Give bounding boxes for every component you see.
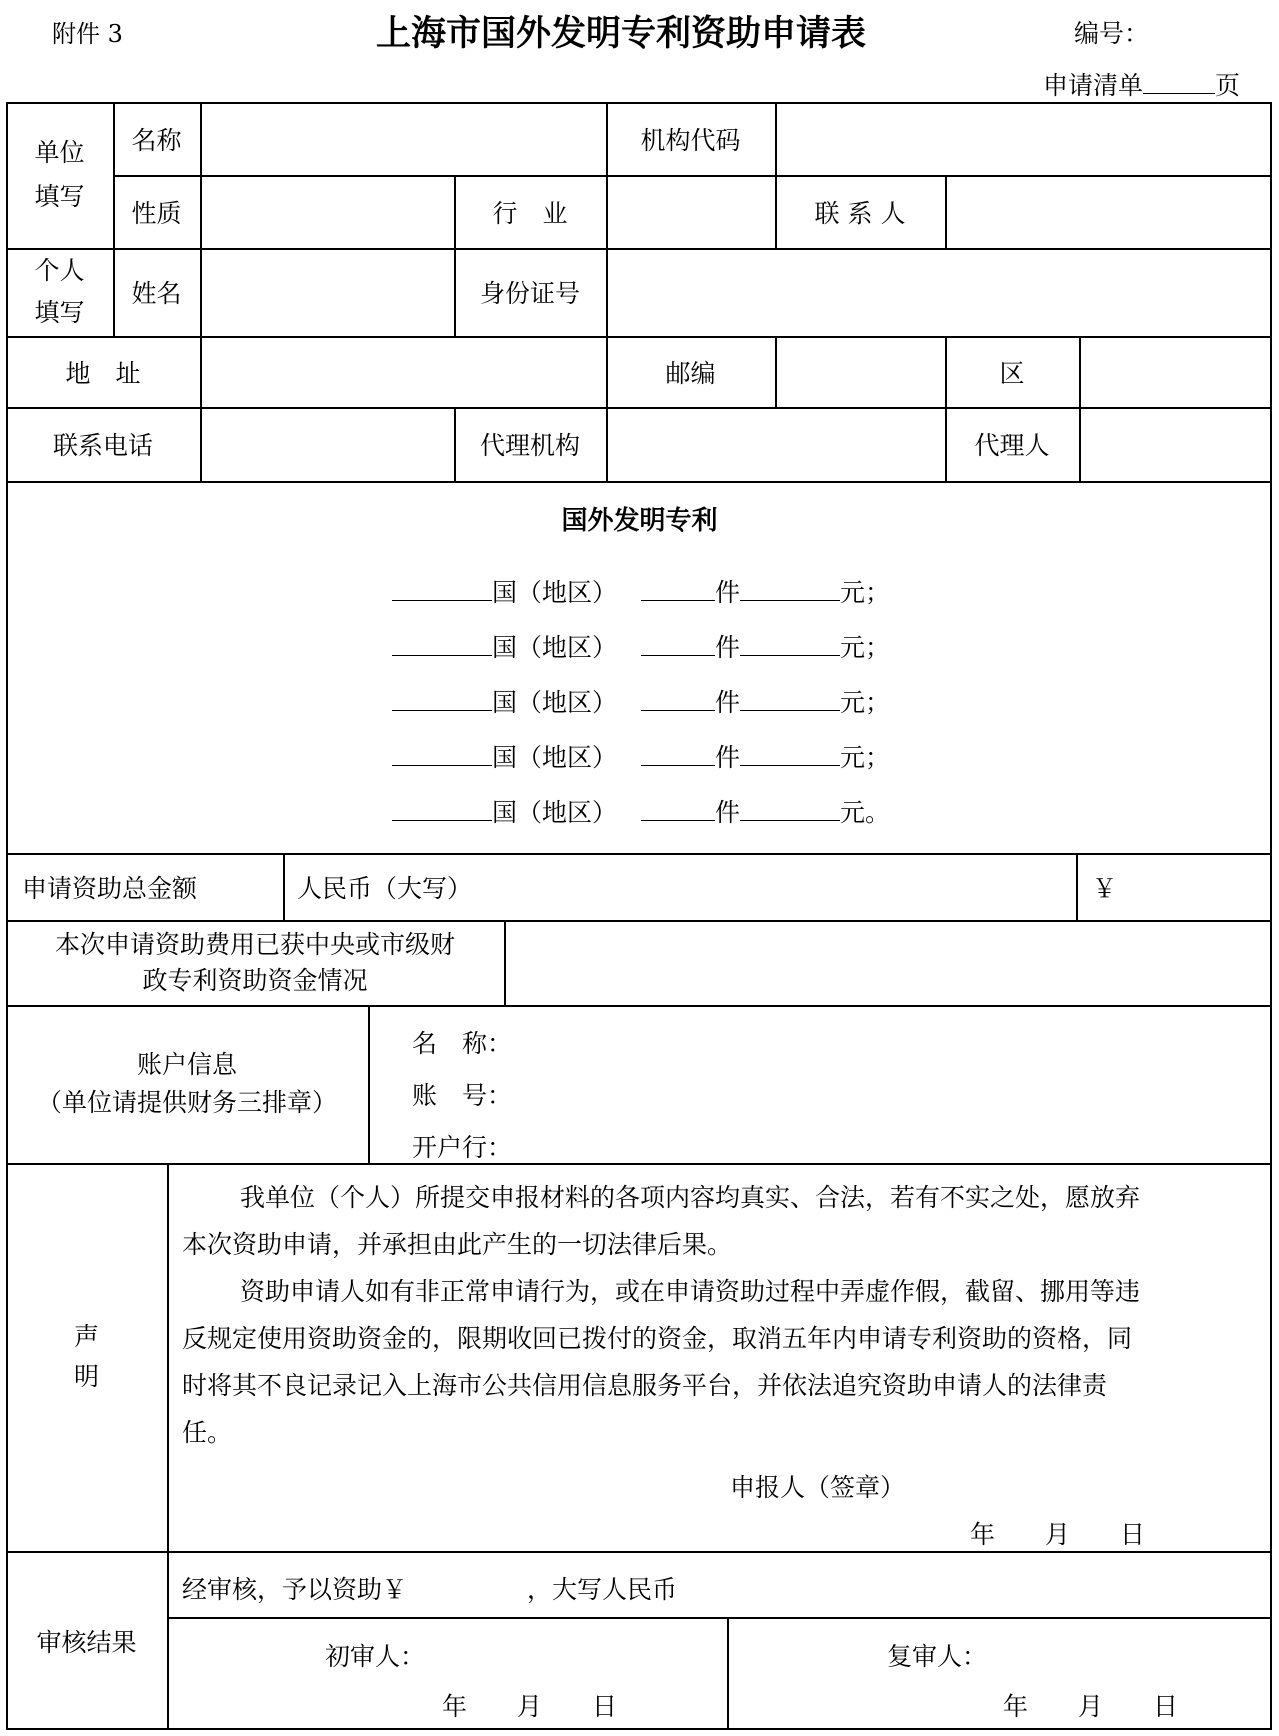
count-blank[interactable] [641, 635, 715, 656]
id-number-label: 身份证号 [479, 279, 580, 308]
patent-section-title: 国外发明专利 [561, 506, 718, 536]
review-result-label: 审核结果 [36, 1627, 137, 1657]
account-number-label: 账 号： [412, 1081, 513, 1110]
person-group-label-line1: 个人 [34, 256, 85, 285]
hline [6, 1551, 1272, 1553]
count-blank[interactable] [641, 745, 715, 766]
yuan-label: 元； [840, 743, 891, 772]
vline [167, 1163, 169, 1730]
declaration-p2-line1: 资助申请人如有非正常申请行为，或在申请资助过程中弄虚作假，截留、挪用等违 [240, 1277, 1141, 1306]
declaration-signer: 申报人（签章） [730, 1473, 906, 1502]
yuan-label: 元； [840, 688, 891, 717]
amount-blank[interactable] [740, 635, 840, 656]
account-info-label [6, 1005, 368, 1163]
vline [1076, 853, 1078, 920]
serial-label: 编号： [1074, 19, 1150, 48]
yuan-label: 元； [840, 633, 891, 662]
declaration-p2-line3: 时将其不良记录记入上海市公共信用信息服务平台，并依法追究资助申请人的法律责 [182, 1371, 1108, 1400]
person-name-field[interactable] [201, 249, 453, 335]
amount-blank[interactable] [740, 690, 840, 711]
id-number-field[interactable] [607, 249, 1271, 335]
postcode-label: 邮编 [665, 358, 716, 388]
declaration-label-line2: 明 [73, 1362, 99, 1391]
district-label: 区 [999, 358, 1025, 388]
amount-blank[interactable] [740, 800, 840, 821]
declaration-p1-line2: 本次资助申请，并承担由此产生的一切法律后果。 [182, 1230, 733, 1259]
count-label: 件 [715, 578, 741, 607]
country-blank[interactable] [392, 580, 492, 601]
review-approval-prefix: 经审核，予以资助￥ [182, 1575, 408, 1604]
first-review-date: 年 月 日 [442, 1692, 618, 1721]
nature-label: 性质 [131, 198, 182, 228]
unit-group-label-line1: 单位 [34, 138, 85, 167]
list-prefix: 申请清单 [1043, 71, 1144, 100]
patent-row [392, 793, 890, 829]
declaration-p2-line2: 反规定使用资助资金的，限期收回已拨付的资金，取消五年内申请专利资助的资格，同 [182, 1324, 1133, 1353]
account-info-note: （单位请提供财务三排章） [36, 1088, 337, 1117]
count-label: 件 [715, 633, 741, 662]
hline [6, 1163, 1272, 1165]
vline [368, 1005, 370, 1163]
count-label: 件 [715, 688, 741, 717]
phone-label: 联系电话 [52, 431, 153, 460]
country-blank[interactable] [392, 635, 492, 656]
count-blank[interactable] [641, 690, 715, 711]
country-label: 国（地区） [492, 688, 618, 717]
patent-row [392, 683, 890, 719]
person-group-label [6, 248, 113, 336]
declaration-p2-line4: 任。 [182, 1418, 233, 1447]
list-page-indicator [1043, 66, 1240, 102]
vline [727, 1617, 729, 1730]
nature-field[interactable] [201, 176, 453, 247]
yen-symbol: ￥ [1092, 873, 1118, 903]
count-label: 件 [715, 743, 741, 772]
country-blank[interactable] [392, 690, 492, 711]
count-label: 件 [715, 798, 741, 827]
district-field[interactable] [1080, 337, 1271, 406]
count-blank[interactable] [641, 800, 715, 821]
address-label: 地 址 [65, 358, 141, 388]
declaration-label-line1: 声 [73, 1322, 99, 1351]
declaration-paragraph-1 [182, 1174, 1262, 1456]
country-label: 国（地区） [492, 798, 618, 827]
unit-group-label [6, 102, 113, 248]
form-title: 上海市国外发明专利资助申请表 [376, 14, 867, 54]
rmb-uppercase-label: 人民币（大写） [297, 873, 473, 903]
org-code-field[interactable] [776, 103, 1271, 174]
country-blank[interactable] [392, 800, 492, 821]
count-blank[interactable] [641, 580, 715, 601]
second-reviewer-label: 复审人： [887, 1642, 988, 1671]
funded-info-field[interactable] [505, 921, 1271, 1004]
country-label: 国（地区） [492, 578, 618, 607]
funded-info-line2: 政专利资助资金情况 [142, 965, 368, 995]
account-name-label: 名 称： [412, 1029, 513, 1058]
yuan-label: 元。 [840, 798, 891, 827]
country-blank[interactable] [392, 745, 492, 766]
hline [167, 1617, 1272, 1619]
account-bank-label: 开户行： [412, 1133, 513, 1162]
vline [283, 853, 285, 920]
country-label: 国（地区） [492, 633, 618, 662]
funded-info-line1: 本次申请资助费用已获中央或市级财 [54, 929, 455, 959]
account-info-title: 账户信息 [136, 1050, 237, 1079]
yuan-label: 元； [840, 578, 891, 607]
amount-blank[interactable] [740, 745, 840, 766]
review-approval-suffix: ，大写人民币 [527, 1575, 678, 1604]
list-suffix: 页 [1215, 71, 1241, 100]
person-group-label-line2: 填写 [34, 298, 85, 327]
contact-label: 联 系 人 [814, 198, 906, 228]
patent-row [392, 573, 890, 609]
unit-name-field[interactable] [201, 103, 605, 174]
list-page-blank[interactable] [1143, 73, 1215, 94]
contact-field[interactable] [946, 176, 1271, 247]
declaration-p1-line1: 我单位（个人）所提交申报材料的各项内容均真实、合法，若有不实之处，愿放弃 [240, 1183, 1141, 1212]
attachment-label: 附件 3 [52, 20, 123, 48]
person-name-label: 姓名 [131, 279, 182, 308]
patent-row [392, 628, 890, 664]
second-review-date: 年 月 日 [1003, 1692, 1179, 1721]
hline [6, 481, 1272, 483]
total-amount-label: 申请资助总金额 [22, 873, 198, 903]
agency-field[interactable] [607, 408, 944, 480]
patent-row [392, 738, 890, 774]
unit-group-label-line2: 填写 [34, 182, 85, 211]
funded-info-label [6, 920, 504, 1005]
postcode-field[interactable] [776, 337, 944, 406]
unit-name-label: 名称 [131, 125, 182, 155]
agent-label: 代理人 [974, 431, 1050, 460]
country-label: 国（地区） [492, 743, 618, 772]
first-reviewer-label: 初审人： [325, 1642, 426, 1671]
address-field[interactable] [201, 337, 605, 406]
review-approval-line [182, 1570, 677, 1606]
declaration-label [6, 1163, 167, 1551]
agency-label: 代理机构 [479, 431, 580, 460]
agent-field[interactable] [1080, 408, 1271, 480]
industry-label: 行 业 [492, 198, 568, 228]
org-code-label: 机构代码 [640, 125, 741, 155]
amount-blank[interactable] [740, 580, 840, 601]
declaration-date: 年 月 日 [970, 1520, 1146, 1549]
phone-field[interactable] [201, 408, 453, 480]
